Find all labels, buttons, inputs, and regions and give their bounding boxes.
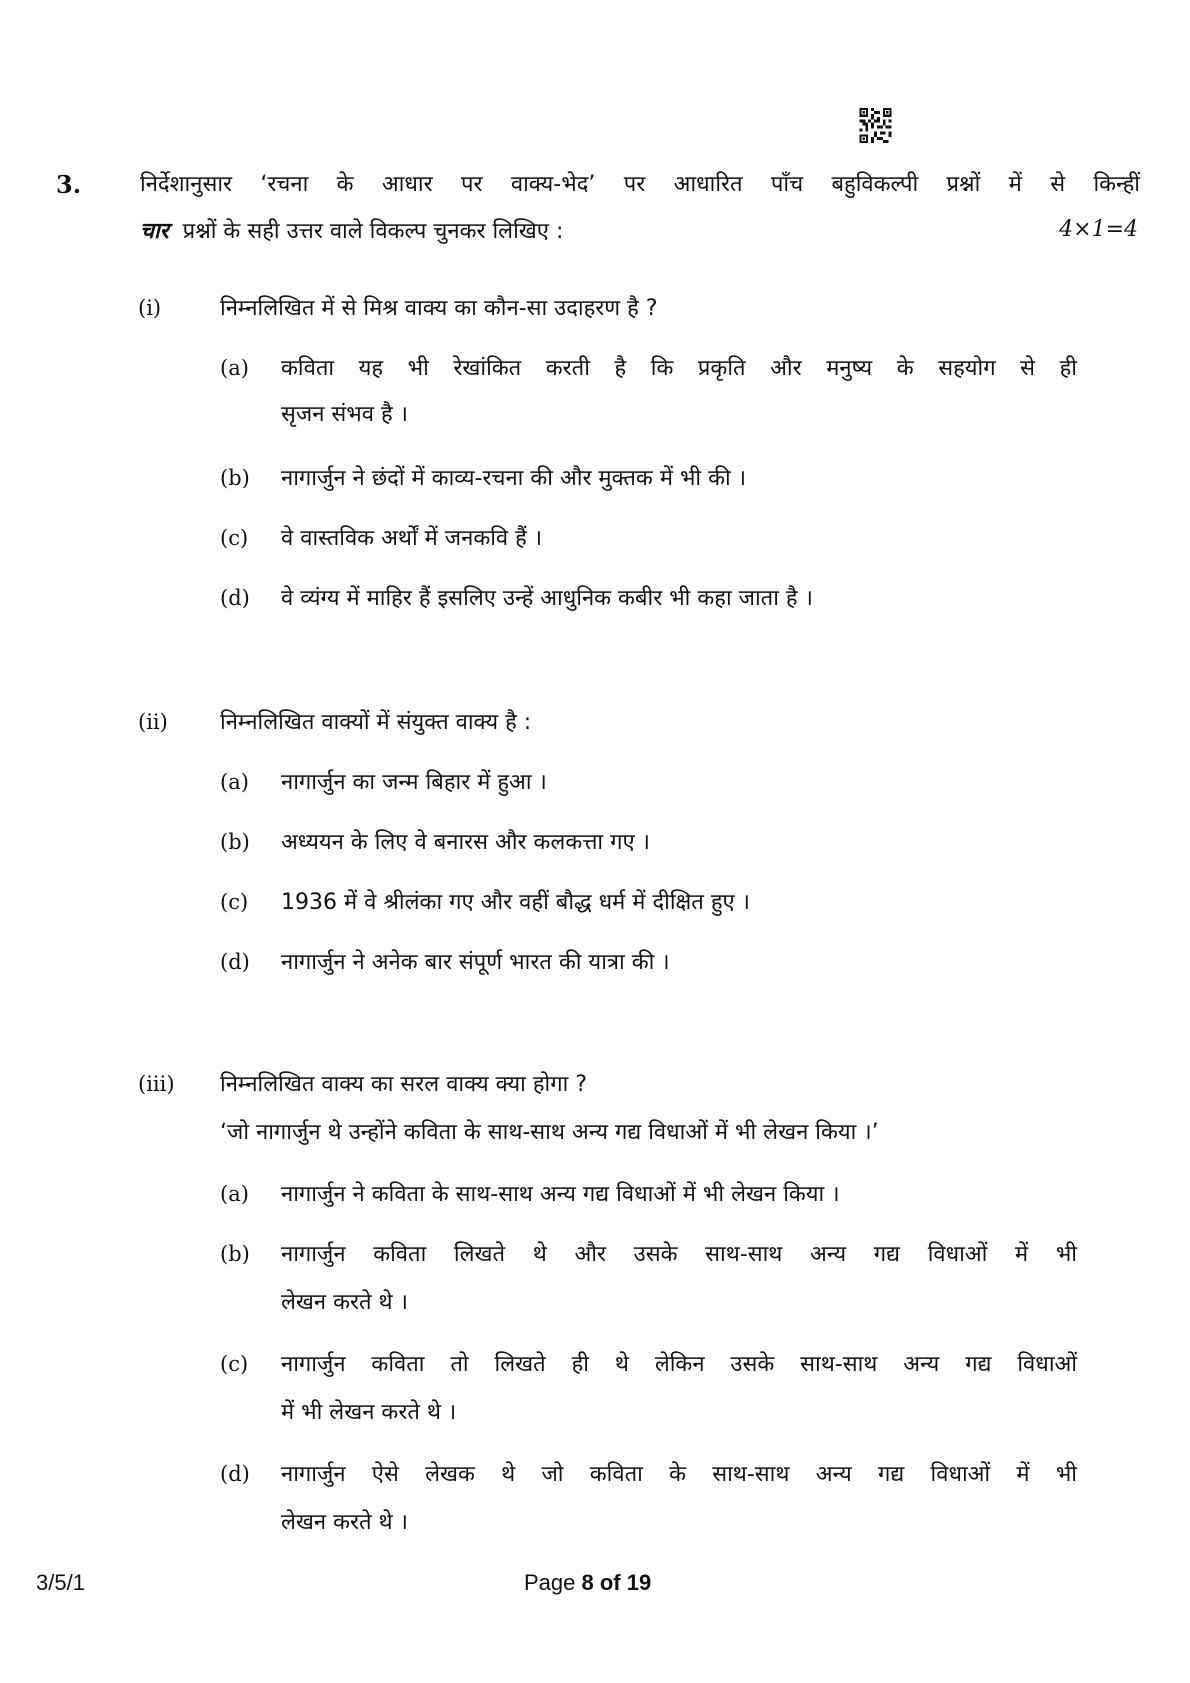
option-label: (d) xyxy=(220,950,250,974)
option-text: वे वास्तविक अर्थों में जनकवि हैं । xyxy=(281,526,543,551)
instruction-emphasis-word: चार xyxy=(140,219,169,244)
option-text: कविता यह भी रेखांकित करती है कि प्रकृति और मनुष्य के सहयोग से ही xyxy=(281,356,1077,381)
option-text-continued: में भी लेखन करते थे । xyxy=(281,1400,457,1425)
option-text: वे व्यंग्य में माहिर हैं इसलिए उन्हें आधुनिक कबीर भी कहा जाता है । xyxy=(281,586,813,611)
option-text: नागार्जुन कविता तो लिखते ही थे लेकिन उसके साथ-साथ अन्य गद्य विधाओं xyxy=(281,1352,1077,1377)
subquestion-prompt: निम्नलिखित वाक्यों में संयुक्त वाक्य है : xyxy=(220,710,532,735)
option-text: नागार्जुन का जन्म बिहार में हुआ । xyxy=(281,770,547,795)
option-text: नागार्जुन ने अनेक बार संपूर्ण भारत की यात्रा की । xyxy=(281,950,670,975)
option-text-continued: सृजन संभव है । xyxy=(281,402,408,427)
option-label: (c) xyxy=(220,526,249,550)
option-label: (b) xyxy=(220,830,250,854)
option-text: नागार्जुन कविता लिखते थे और उसके साथ-साथ अन्य गद्य विधाओं में भी xyxy=(281,1242,1077,1267)
page-of: of xyxy=(593,1570,627,1595)
page-prefix: Page xyxy=(524,1570,582,1595)
subquestion-number: (ii) xyxy=(138,710,168,734)
option-text: नागार्जुन ने कविता के साथ-साथ अन्य गद्य विधाओं में भी लेखन किया । xyxy=(281,1182,840,1207)
option-label: (b) xyxy=(220,1242,250,1266)
question-instruction-line1: निर्देशानुसार ‘रचना के आधार पर वाक्य-भेद’ पर आधारित पाँच बहुविकल्पी प्रश्नों में से किन्हीं xyxy=(140,172,1140,197)
qr-code-icon xyxy=(859,108,892,143)
page-total: 19 xyxy=(626,1570,652,1595)
option-label: (d) xyxy=(220,586,250,610)
subquestion-number: (iii) xyxy=(138,1072,175,1096)
option-label: (c) xyxy=(220,890,249,914)
instruction-rest: प्रश्नों के सही उत्तर वाले विकल्प चुनकर लिखिए : xyxy=(182,219,564,244)
option-text: नागार्जुन ऐसे लेखक थे जो कविता के साथ-साथ अन्य गद्य विधाओं में भी xyxy=(281,1462,1077,1487)
option-label: (a) xyxy=(220,770,249,794)
page-number xyxy=(524,1570,651,1596)
option-label: (c) xyxy=(220,1352,249,1376)
option-label: (d) xyxy=(220,1462,250,1486)
option-text: अध्ययन के लिए वे बनारस और कलकत्ता गए । xyxy=(281,830,651,855)
paper-code: 3/5/1 xyxy=(36,1570,85,1595)
option-label: (a) xyxy=(220,356,249,380)
subquestion-prompt: निम्नलिखित में से मिश्र वाक्य का कौन-सा उदाहरण है ? xyxy=(220,296,658,321)
option-label: (b) xyxy=(220,466,250,490)
option-text-continued: लेखन करते थे । xyxy=(281,1290,408,1315)
subquestion-number: (i) xyxy=(138,296,162,320)
question-instruction-line2 xyxy=(140,217,563,247)
option-text: 1936 में वे श्रीलंका गए और वहीं बौद्ध धर्म में दीक्षित हुए । xyxy=(281,890,751,915)
quoted-sentence: ‘जो नागार्जुन थे उन्होंने कविता के साथ-साथ अन्य गद्य विधाओं में भी लेखन किया ।’ xyxy=(220,1120,879,1145)
page-current: 8 xyxy=(581,1570,594,1595)
subquestion-prompt: निम्नलिखित वाक्य का सरल वाक्य क्या होगा ? xyxy=(220,1072,588,1097)
question-number: 3. xyxy=(56,170,82,199)
option-text: नागार्जुन ने छंदों में काव्य-रचना की और मुक्तक में भी की । xyxy=(281,466,747,491)
option-text-continued: लेखन करते थे । xyxy=(281,1510,408,1535)
option-label: (a) xyxy=(220,1182,249,1206)
marks-allocation: 4×1=4 xyxy=(1059,217,1138,242)
